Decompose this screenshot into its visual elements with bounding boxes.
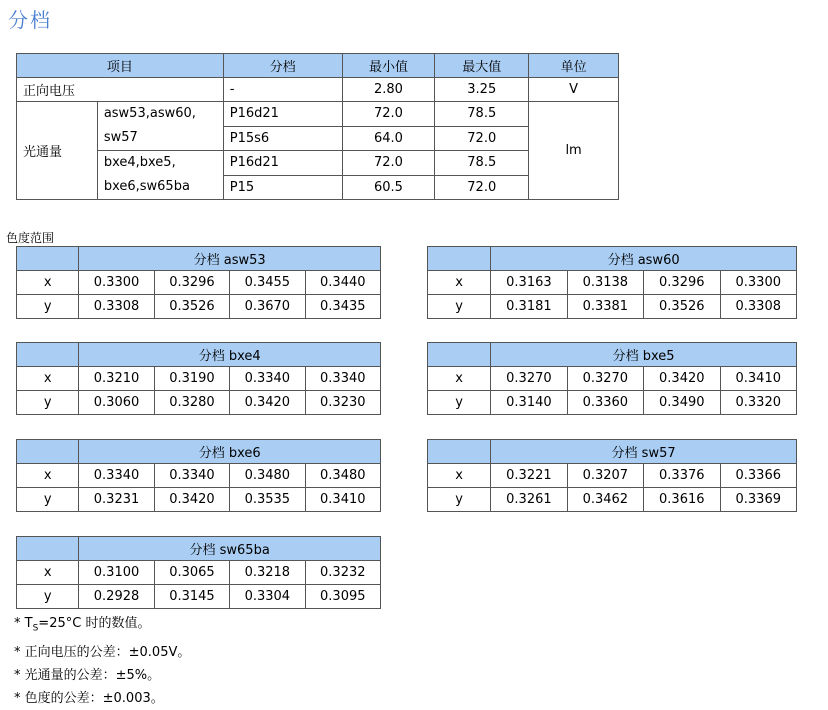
table-row bbox=[428, 271, 797, 295]
table-row bbox=[17, 488, 381, 512]
row-label-x: x bbox=[17, 271, 79, 295]
chroma-table-sw57 bbox=[427, 439, 797, 512]
bin-cell: P16d21 bbox=[223, 151, 342, 176]
value-cell: 0.3340 bbox=[230, 367, 305, 391]
row-label-y: y bbox=[17, 585, 79, 609]
chroma-table-bxe6 bbox=[16, 439, 381, 512]
row-label-y: y bbox=[17, 488, 79, 512]
table-row bbox=[17, 464, 381, 488]
chroma-title: 分档 bxe4 bbox=[79, 343, 381, 367]
value-cell: 0.3366 bbox=[720, 464, 797, 488]
note-subscript: S bbox=[32, 623, 39, 634]
header-item: 项目 bbox=[17, 54, 224, 78]
row-label-x: x bbox=[17, 561, 79, 585]
chroma-table-bxe4 bbox=[16, 342, 381, 415]
model-line: sw57 bbox=[103, 130, 138, 145]
blank-header bbox=[17, 537, 79, 561]
notes bbox=[14, 612, 190, 710]
value-cell: 0.3616 bbox=[644, 488, 720, 512]
value-cell: 0.3435 bbox=[305, 295, 380, 319]
spec-header-row bbox=[17, 54, 619, 78]
row-label-x: x bbox=[17, 464, 79, 488]
value-cell: 0.3232 bbox=[305, 561, 380, 585]
min-cell: 72.0 bbox=[342, 151, 435, 176]
row-label-y: y bbox=[428, 295, 491, 319]
value-cell: 0.3526 bbox=[644, 295, 720, 319]
chroma-table-asw53 bbox=[16, 246, 381, 319]
min-cell: 2.80 bbox=[342, 78, 435, 102]
blank-header bbox=[17, 440, 79, 464]
chroma-title: 分档 asw60 bbox=[491, 247, 797, 271]
row-label-y: y bbox=[17, 295, 79, 319]
value-cell: 0.3304 bbox=[230, 585, 305, 609]
value-cell: 0.3065 bbox=[154, 561, 229, 585]
chroma-section-label: 色度范围 bbox=[6, 231, 55, 245]
value-cell: 0.3230 bbox=[305, 391, 380, 415]
value-cell: 0.3381 bbox=[567, 295, 643, 319]
table-row bbox=[428, 391, 797, 415]
value-cell: 0.3462 bbox=[567, 488, 643, 512]
chroma-table-sw65ba bbox=[16, 536, 381, 609]
value-cell: 0.3308 bbox=[79, 295, 154, 319]
chroma-title: 分档 bxe6 bbox=[79, 440, 381, 464]
row-label-x: x bbox=[17, 367, 79, 391]
value-cell: 0.3410 bbox=[720, 367, 797, 391]
note-voltage-tolerance: * 正向电压的公差：±0.05V。 bbox=[14, 644, 191, 660]
table-row bbox=[17, 367, 381, 391]
blank-header bbox=[428, 343, 491, 367]
value-cell: 0.3480 bbox=[305, 464, 380, 488]
value-cell: 0.3261 bbox=[491, 488, 567, 512]
value-cell: 0.3140 bbox=[491, 391, 567, 415]
chroma-title: 分档 sw65ba bbox=[79, 537, 381, 561]
max-cell: 78.5 bbox=[435, 102, 529, 127]
row-label-x: x bbox=[428, 464, 491, 488]
note-chroma-tolerance: * 色度的公差：±0.003。 bbox=[14, 690, 164, 706]
row-label-y: y bbox=[17, 391, 79, 415]
value-cell: 0.3207 bbox=[567, 464, 643, 488]
value-cell: 0.3210 bbox=[79, 367, 154, 391]
row-label-y: y bbox=[428, 391, 491, 415]
spec-table bbox=[16, 53, 619, 200]
value-cell: 0.3420 bbox=[644, 367, 720, 391]
bin-cell: P15s6 bbox=[223, 126, 342, 151]
model-group-2 bbox=[97, 151, 223, 200]
value-cell: 0.3221 bbox=[491, 464, 567, 488]
item-forward-voltage: 正向电压 bbox=[17, 78, 224, 102]
table-row bbox=[17, 78, 619, 102]
value-cell: 0.3420 bbox=[230, 391, 305, 415]
value-cell: 0.3181 bbox=[491, 295, 567, 319]
header-unit: 单位 bbox=[529, 54, 619, 78]
table-row bbox=[428, 295, 797, 319]
value-cell: 0.3440 bbox=[305, 271, 380, 295]
value-cell: 0.3163 bbox=[491, 271, 567, 295]
value-cell: 0.3420 bbox=[154, 488, 229, 512]
header-bin: 分档 bbox=[223, 54, 342, 78]
value-cell: 0.3300 bbox=[79, 271, 154, 295]
value-cell: 0.3190 bbox=[154, 367, 229, 391]
model-group-1 bbox=[97, 102, 223, 151]
value-cell: 0.3455 bbox=[230, 271, 305, 295]
min-cell: 64.0 bbox=[342, 126, 435, 151]
chroma-title: 分档 sw57 bbox=[491, 440, 797, 464]
note-text: * T bbox=[14, 616, 33, 631]
table-row bbox=[17, 271, 381, 295]
value-cell: 0.3410 bbox=[305, 488, 380, 512]
table-row bbox=[428, 464, 797, 488]
table-row bbox=[17, 102, 619, 127]
blank-header bbox=[17, 247, 79, 271]
value-cell: 0.3308 bbox=[720, 295, 797, 319]
blank-header bbox=[428, 440, 491, 464]
value-cell: 0.3670 bbox=[230, 295, 305, 319]
value-cell: 0.3060 bbox=[79, 391, 154, 415]
model-line: bxe6,sw65ba bbox=[103, 179, 190, 194]
row-label-x: x bbox=[428, 367, 491, 391]
table-row bbox=[17, 585, 381, 609]
max-cell: 3.25 bbox=[435, 78, 529, 102]
value-cell: 0.3095 bbox=[305, 585, 380, 609]
table-row bbox=[428, 367, 797, 391]
page-title: 分档 bbox=[8, 8, 52, 32]
min-cell: 72.0 bbox=[342, 102, 435, 127]
blank-header bbox=[17, 343, 79, 367]
item-luminous-flux: 光通量 bbox=[17, 102, 98, 200]
value-cell: 0.3376 bbox=[644, 464, 720, 488]
note-temperature bbox=[14, 612, 190, 641]
bin-cell: P15 bbox=[223, 175, 342, 200]
value-cell: 0.3340 bbox=[305, 367, 380, 391]
unit-cell: V bbox=[529, 78, 619, 102]
model-line: bxe4,bxe5, bbox=[103, 155, 176, 170]
value-cell: 0.3138 bbox=[567, 271, 643, 295]
value-cell: 0.3145 bbox=[154, 585, 229, 609]
header-max: 最大值 bbox=[435, 54, 529, 78]
max-cell: 78.5 bbox=[435, 151, 529, 176]
max-cell: 72.0 bbox=[435, 126, 529, 151]
value-cell: 0.3340 bbox=[79, 464, 154, 488]
chroma-table-bxe5 bbox=[427, 342, 797, 415]
header-min: 最小值 bbox=[342, 54, 435, 78]
max-cell: 72.0 bbox=[435, 175, 529, 200]
table-row bbox=[428, 488, 797, 512]
table-row bbox=[17, 391, 381, 415]
value-cell: 0.3320 bbox=[720, 391, 797, 415]
row-label-y: y bbox=[428, 488, 491, 512]
value-cell: 0.3300 bbox=[720, 271, 797, 295]
value-cell: 0.3526 bbox=[154, 295, 229, 319]
value-cell: 0.3270 bbox=[567, 367, 643, 391]
note-flux-tolerance: * 光通量的公差：±5%。 bbox=[14, 667, 161, 683]
value-cell: 0.3535 bbox=[230, 488, 305, 512]
blank-header bbox=[428, 247, 491, 271]
chroma-title: 分档 asw53 bbox=[79, 247, 381, 271]
table-row bbox=[17, 151, 619, 176]
bin-cell: P16d21 bbox=[223, 102, 342, 127]
chroma-table-asw60 bbox=[427, 246, 797, 319]
chroma-title: 分档 bxe5 bbox=[491, 343, 797, 367]
value-cell: 0.3296 bbox=[644, 271, 720, 295]
table-row bbox=[17, 561, 381, 585]
unit-cell-lm: lm bbox=[529, 102, 619, 200]
value-cell: 0.3296 bbox=[154, 271, 229, 295]
value-cell: 0.3369 bbox=[720, 488, 797, 512]
table-row bbox=[17, 295, 381, 319]
value-cell: 0.3360 bbox=[567, 391, 643, 415]
min-cell: 60.5 bbox=[342, 175, 435, 200]
bin-cell: - bbox=[223, 78, 342, 102]
value-cell: 0.3480 bbox=[230, 464, 305, 488]
value-cell: 0.3340 bbox=[154, 464, 229, 488]
value-cell: 0.3100 bbox=[79, 561, 154, 585]
value-cell: 0.2928 bbox=[79, 585, 154, 609]
value-cell: 0.3280 bbox=[154, 391, 229, 415]
model-line: asw53,asw60, bbox=[103, 106, 196, 121]
value-cell: 0.3218 bbox=[230, 561, 305, 585]
value-cell: 0.3231 bbox=[79, 488, 154, 512]
value-cell: 0.3270 bbox=[491, 367, 567, 391]
value-cell: 0.3490 bbox=[644, 391, 720, 415]
row-label-x: x bbox=[428, 271, 491, 295]
note-text: =25°C 时的数值。 bbox=[38, 616, 151, 631]
